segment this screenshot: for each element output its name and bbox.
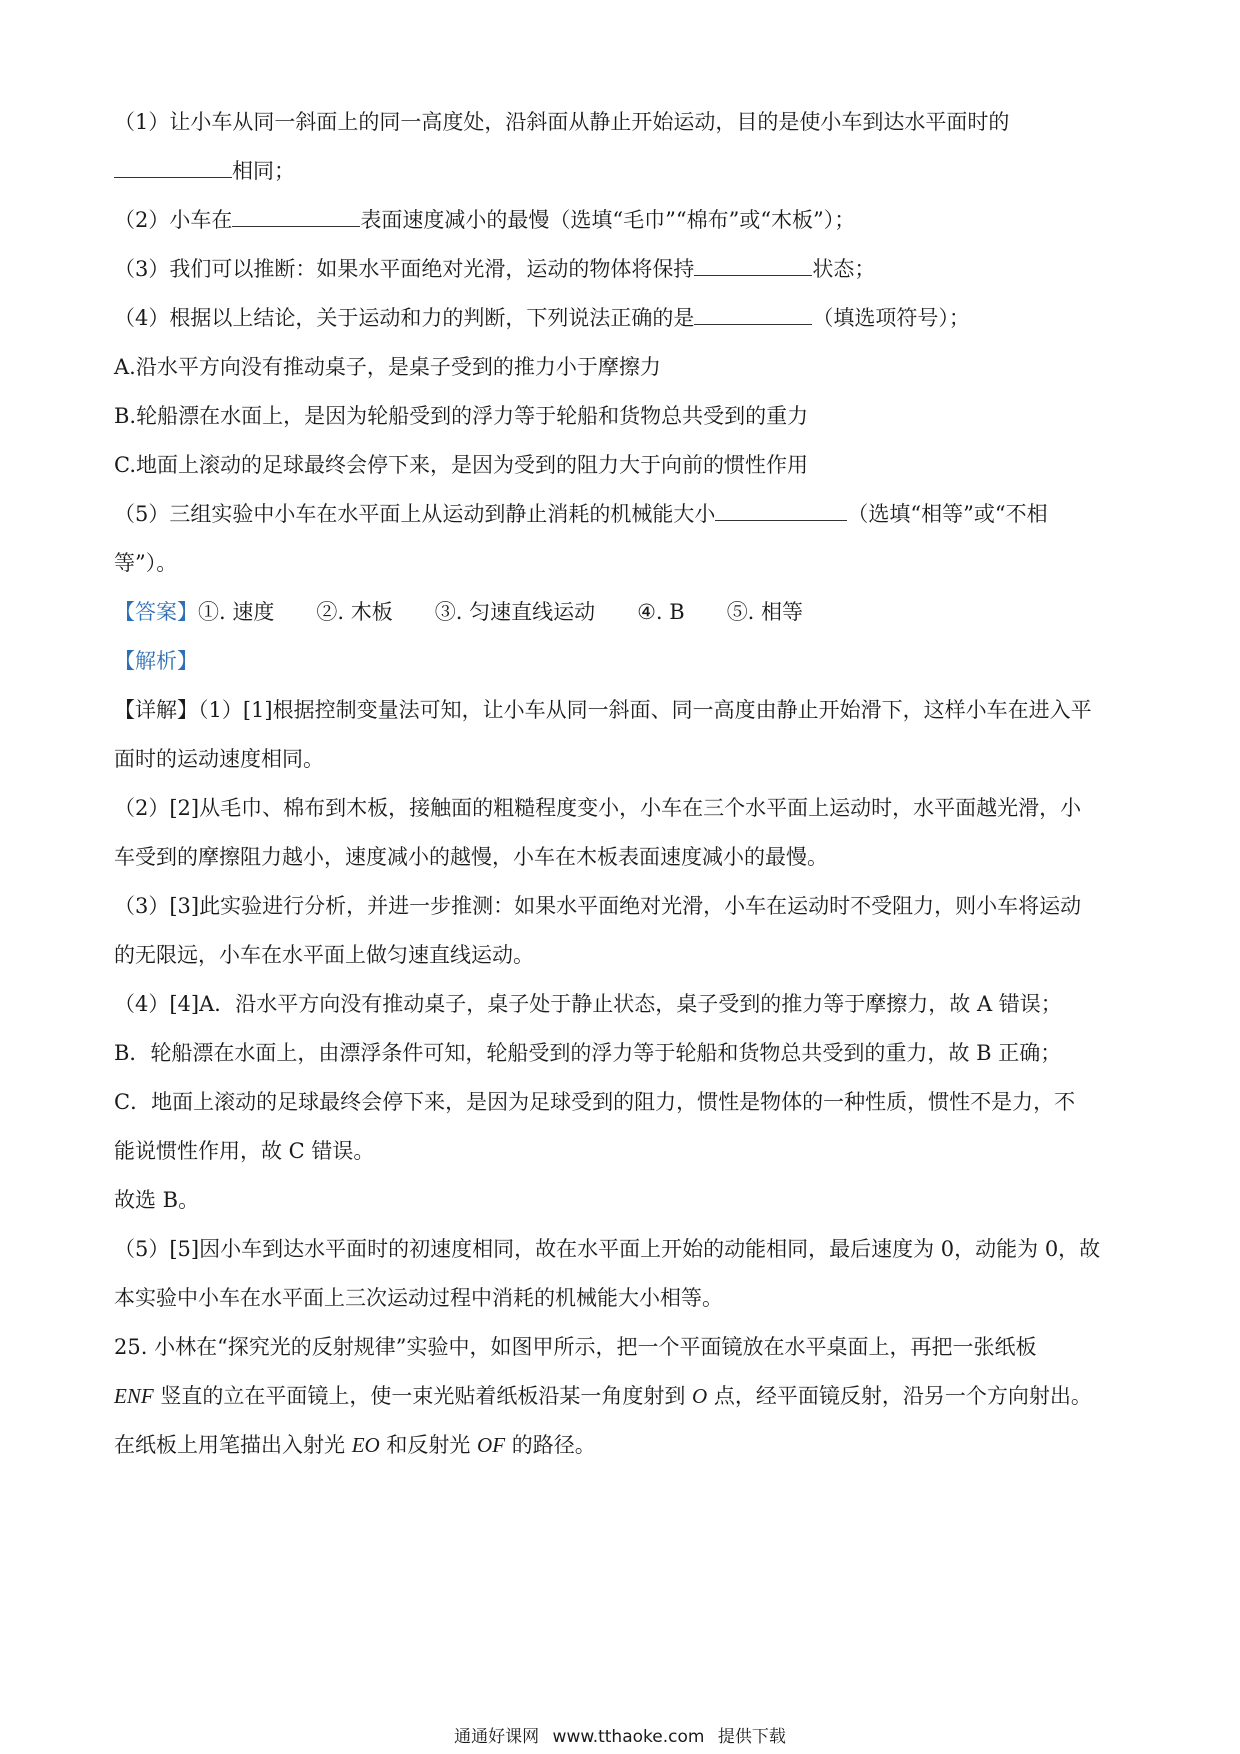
q24-part3-prefix: （3）我们可以推断：如果水平面绝对光滑，运动的物体将保持 (114, 257, 695, 281)
q25-line2 (114, 1372, 1134, 1421)
analysis-line: 故选 B。 (114, 1188, 200, 1212)
footer-note: 提供下载 (717, 1727, 786, 1747)
var-o: O (692, 1384, 708, 1408)
q24-part5-line2: 等”）。 (114, 551, 178, 575)
q25-line3 (114, 1421, 1134, 1470)
answer-tag: 【答案】 (114, 600, 198, 624)
q25-line3-text-b: 和反射光 (379, 1433, 478, 1457)
option-a: A.沿水平方向没有推动桌子，是桌子受到的推力小于摩擦力 (114, 355, 661, 379)
q24-part1-line2 (114, 147, 1134, 196)
q24-part4 (114, 294, 1134, 343)
q25-line1: 25. 小林在“探究光的反射规律”实验中，如图甲所示，把一个平面镜放在水平桌面上，再把一张纸板 (114, 1335, 1037, 1359)
page-footer (0, 1722, 1240, 1747)
q24-part5-line1 (114, 490, 1134, 539)
analysis-line: 车受到的摩擦阻力越小，速度减小的越慢，小车在木板表面速度减小的最慢。 (114, 845, 828, 869)
q25-line3-text-c: 的路径。 (505, 1433, 596, 1457)
q25-line3-text-a: 在纸板上用笔描出入射光 (114, 1433, 352, 1457)
q24-part1-line1 (114, 98, 1134, 147)
analysis-line: 本实验中小车在水平面上三次运动过程中消耗的机械能大小相等。 (114, 1286, 723, 1310)
answer-item: ③. 匀速直线运动 (434, 600, 596, 624)
answer-item: ⑤. 相等 (726, 600, 804, 624)
q24-part1-suffix: 相同； (232, 159, 295, 183)
q24-part3 (114, 245, 1134, 294)
answer-item: ②. 木板 (316, 600, 393, 624)
q24-part5-prefix: （5）三组实验中小车在水平面上从运动到静止消耗的机械能大小 (114, 502, 716, 526)
q24-part4-prefix: （4）根据以上结论，关于运动和力的判断，下列说法正确的是 (114, 306, 695, 330)
option-b: B.轮船漂在水面上，是因为轮船受到的浮力等于轮船和货物总共受到的重力 (114, 404, 809, 428)
answer-item: ④. B (637, 600, 685, 624)
footer-site-name: 通通好课网 (454, 1727, 540, 1747)
answer-blank-2[interactable] (232, 202, 360, 227)
q24-part2-suffix: 表面速度减小的最慢（选填“毛巾”“棉布”或“木板”）； (360, 208, 856, 232)
analysis-line: 的无限远，小车在水平面上做匀速直线运动。 (114, 943, 534, 967)
analysis-line: （5）[5]因小车到达水平面时的初速度相同，故在水平面上开始的动能相同，最后速度为 0，动能为 0，故 (114, 1237, 1101, 1261)
analysis-line: C．地面上滚动的足球最终会停下来，是因为足球受到的阻力，惯性是物体的一种性质，惯性不是力，不 (114, 1090, 1076, 1114)
analysis-line: （4）[4]A．沿水平方向没有推动桌子，桌子处于静止状态，桌子受到的推力等于摩擦力，故 A 错误； (114, 992, 1062, 1016)
q24-part3-suffix: 状态； (812, 257, 876, 281)
analysis-line: 能说惯性作用，故 C 错误。 (114, 1139, 375, 1163)
answer-blank-5[interactable] (715, 496, 847, 521)
analysis-line: （3）[3]此实验进行分析，并进一步推测：如果水平面绝对光滑，小车在运动时不受阻力，则小车将运动 (114, 894, 1082, 918)
answer-blank-4[interactable] (694, 300, 812, 325)
analysis-tag: 【解析】 (114, 649, 198, 673)
option-c: C.地面上滚动的足球最终会停下来，是因为受到的阻力大于向前的惯性作用 (114, 453, 808, 477)
analysis-line: （2）[2]从毛巾、棉布到木板，接触面的粗糙程度变小，小车在三个水平面上运动时，水平面越光滑，小 (114, 796, 1082, 820)
var-of: OF (477, 1433, 506, 1457)
q24-part2-prefix: （2）小车在 (114, 208, 233, 232)
answer-item: ①. 速度 (198, 600, 275, 624)
var-enf: ENF (114, 1384, 154, 1408)
answer-blank-1[interactable] (114, 153, 232, 178)
q24-part1-text: （1）让小车从同一斜面上的同一高度处，沿斜面从静止开始运动，目的是使小车到达水平面时的 (114, 110, 1010, 134)
analysis-heading (114, 637, 1134, 686)
q25-line2-text-b: 点，经平面镜反射，沿另一个方向射出。 (707, 1384, 1092, 1408)
footer-url[interactable]: www.tthaoke.com (552, 1727, 705, 1747)
q24-part4-suffix: （填选项符号）； (812, 306, 970, 330)
var-eo: EO (351, 1433, 380, 1457)
document-page (114, 98, 1134, 1470)
analysis-line: 【详解】（1）[1]根据控制变量法可知，让小车从同一斜面、同一高度由静止开始滑下，这样小车在进入平 (114, 698, 1092, 722)
analysis-line: B．轮船漂在水面上，由漂浮条件可知，轮船受到的浮力等于轮船和货物总共受到的重力，故 B 正确； (114, 1041, 1062, 1065)
q25-line2-text-a: 竖直的立在平面镜上，使一束光贴着纸板沿某一角度射到 (153, 1384, 693, 1408)
answer-blank-3[interactable] (694, 251, 812, 276)
q24-part2 (114, 196, 1134, 245)
q24-part5-suffix: （选填“相等”或“不相 (847, 502, 1048, 526)
answer-row (114, 588, 1134, 637)
analysis-line: 面时的运动速度相同。 (114, 747, 324, 771)
